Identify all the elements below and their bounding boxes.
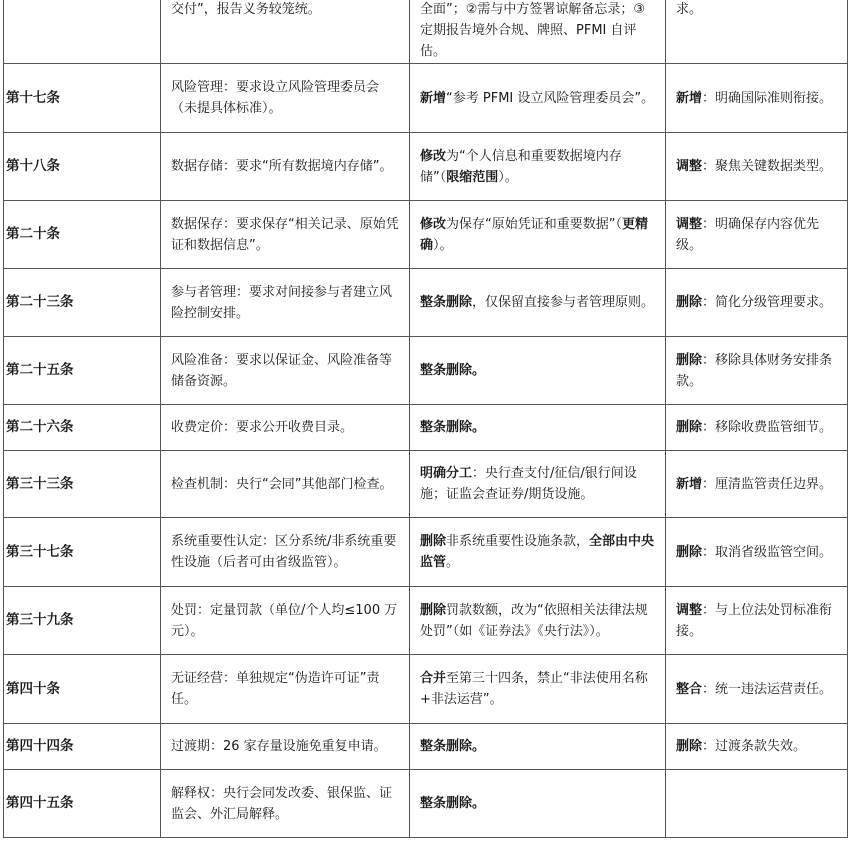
- original-provision-cell: [161, 518, 410, 587]
- article-cell: 第三十三条: [4, 451, 161, 518]
- article-cell: 第二十六条: [4, 405, 161, 451]
- table-row: [4, 201, 848, 269]
- table-row: [4, 337, 848, 405]
- table-row: [4, 451, 848, 518]
- bold-text: 整合: [676, 681, 703, 697]
- text-segment: ：过渡条款失效。: [702, 739, 807, 754]
- bold-text: 删除: [676, 544, 703, 560]
- revision-cell: [410, 451, 666, 518]
- note-cell: [666, 451, 848, 518]
- text-segment: 数据保存：要求保存“相关记录、原始凭证和数据信息”。: [171, 216, 399, 253]
- text-segment: 交付”，报告义务较笼统。: [171, 2, 321, 17]
- text-segment: 参与者管理：要求对间接参与者建立风险控制安排。: [171, 284, 393, 321]
- article-cell: [4, 0, 161, 64]
- table-row: [4, 518, 848, 587]
- table-body: [4, 0, 848, 838]
- table-row: [4, 724, 848, 770]
- article-cell: 第四十四条: [4, 724, 161, 770]
- table-row: [4, 64, 848, 133]
- bold-text: 明确分工: [420, 466, 473, 481]
- bold-text: 删除: [676, 295, 703, 310]
- revision-cell: [410, 133, 666, 201]
- text-segment: ：聚焦关键数据类型。: [702, 159, 833, 174]
- bold-text: 新增: [420, 90, 447, 106]
- bold-text: 调整: [676, 216, 703, 232]
- text-segment: 罚款数额，改为“依照相关法律法规处罚”（如《证券法》《央行法》）。: [420, 602, 648, 639]
- text-segment: 至第三十四条，禁止“非法使用名称+非法运营”。: [420, 671, 648, 707]
- article-cell: 第十八条: [4, 133, 161, 201]
- original-provision-cell: [161, 587, 410, 655]
- text-segment: ：移除具体财务安排条款。: [676, 352, 833, 389]
- revision-cell: [410, 655, 666, 724]
- article-cell: 第二十五条: [4, 337, 161, 405]
- bold-text: 整条删除。: [420, 796, 486, 811]
- original-provision-cell: [161, 0, 410, 64]
- text-segment: 为“个人信息和重要数据境内存储”（: [420, 148, 622, 185]
- article-cell: 第四十五条: [4, 770, 161, 838]
- text-segment: 处罚：定量罚款（单位/个人均≤100 万元）。: [171, 602, 398, 639]
- table-row: [4, 133, 848, 201]
- text-segment: 为保存“原始凭证和重要数据”（: [446, 216, 622, 232]
- note-cell: [666, 201, 848, 269]
- bold-text: 整条删除。: [420, 363, 486, 378]
- bold-text: 删除: [420, 602, 447, 618]
- original-provision-cell: [161, 201, 410, 269]
- text-segment: ：移除收费监管细节。: [702, 420, 833, 435]
- original-provision-cell: [161, 770, 410, 838]
- revision-cell: [410, 770, 666, 838]
- revision-cell: [410, 0, 666, 64]
- regulation-comparison-table: [3, 0, 848, 838]
- bold-text: 整条删除: [420, 295, 473, 310]
- text-segment: ）。: [433, 237, 453, 253]
- original-provision-cell: [161, 405, 410, 451]
- bold-text: 合并: [420, 671, 447, 686]
- text-segment: 过渡期：26 家存量设施免重复申请。: [171, 739, 387, 754]
- table-row: [4, 0, 848, 64]
- text-segment: ：统一违法运营责任。: [702, 681, 833, 697]
- text-segment: 无证经营：单独规定“伪造许可证”责任。: [171, 671, 380, 707]
- text-segment: 检查机制：央行“会同”其他部门检查。: [171, 476, 393, 492]
- note-cell: [666, 587, 848, 655]
- article-cell: 第二十条: [4, 201, 161, 269]
- table-row: [4, 655, 848, 724]
- note-cell: [666, 655, 848, 724]
- text-segment: 风险管理：要求设立风险管理委员会（未提具体标准）。: [171, 80, 380, 116]
- revision-cell: [410, 724, 666, 770]
- text-segment: 全面”；②需与中方签署谅解备忘录；③定期报告境外合规、牌照、PFMI 自评估。: [420, 2, 646, 59]
- original-provision-cell: [161, 655, 410, 724]
- original-provision-cell: [161, 451, 410, 518]
- revision-cell: [410, 518, 666, 587]
- note-cell: [666, 133, 848, 201]
- revision-cell: [410, 337, 666, 405]
- article-cell: 第三十九条: [4, 587, 161, 655]
- text-segment: “参考 PFMI 设立风险管理委员会”。: [446, 90, 655, 106]
- text-segment: ：明确保存内容优先级。: [676, 216, 820, 253]
- article-cell: 第十七条: [4, 64, 161, 133]
- article-cell: 第二十三条: [4, 269, 161, 337]
- article-cell: 第三十七条: [4, 518, 161, 587]
- bold-text: 修改: [420, 148, 447, 164]
- note-cell: [666, 724, 848, 770]
- text-segment: ：取消省级监管空间。: [702, 544, 833, 560]
- bold-text: 新增: [676, 476, 703, 492]
- original-provision-cell: [161, 269, 410, 337]
- note-cell: [666, 518, 848, 587]
- text-segment: ：与上位法处罚标准衔接。: [676, 602, 833, 639]
- original-provision-cell: [161, 64, 410, 133]
- original-provision-cell: [161, 724, 410, 770]
- table-row: [4, 269, 848, 337]
- bold-text: 调整: [676, 602, 703, 618]
- article-cell: 第四十条: [4, 655, 161, 724]
- note-cell: [666, 770, 848, 838]
- text-segment: ）。: [498, 169, 518, 185]
- text-segment: 系统重要性认定：区分系统/非系统重要性设施（后者可由省级监管）。: [171, 534, 397, 570]
- revision-cell: [410, 587, 666, 655]
- text-segment: 求。: [676, 2, 703, 17]
- text-segment: ，仅保留直接参与者管理原则。: [472, 295, 655, 310]
- note-cell: [666, 0, 848, 64]
- text-segment: 。: [446, 555, 460, 570]
- bold-text: 删除: [420, 534, 447, 549]
- bold-text: 全部由中央监管: [420, 534, 655, 570]
- table-row: [4, 405, 848, 451]
- note-cell: [666, 405, 848, 451]
- bold-text: 修改: [420, 216, 447, 232]
- revision-cell: [410, 201, 666, 269]
- text-segment: ：厘清监管责任边界。: [702, 476, 833, 492]
- note-cell: [666, 269, 848, 337]
- table-row: [4, 770, 848, 838]
- revision-cell: [410, 405, 666, 451]
- bold-text: 新增: [676, 90, 703, 106]
- text-segment: ：央行查支付/征信/银行间设施；证监会查证券/期货设施。: [420, 466, 637, 502]
- bold-text: 调整: [676, 159, 703, 174]
- bold-text: 更精确: [420, 216, 649, 253]
- text-segment: ：明确国际准则衔接。: [702, 90, 833, 106]
- original-provision-cell: [161, 337, 410, 405]
- bold-text: 删除: [676, 352, 703, 368]
- bold-text: 整条删除。: [420, 739, 486, 754]
- note-cell: [666, 337, 848, 405]
- bold-text: 删除: [676, 420, 703, 435]
- revision-cell: [410, 64, 666, 133]
- text-segment: 非系统重要性设施条款，: [446, 534, 590, 549]
- text-segment: 收费定价：要求公开收费目录。: [171, 420, 354, 435]
- text-segment: 风险准备：要求以保证金、风险准备等储备资源。: [171, 352, 393, 389]
- text-segment: 解释权：央行会同发改委、银保监、证监会、外汇局解释。: [171, 785, 393, 822]
- bold-text: 限缩范围: [446, 169, 499, 185]
- note-cell: [666, 64, 848, 133]
- original-provision-cell: [161, 133, 410, 201]
- text-segment: ：简化分级管理要求。: [702, 295, 833, 310]
- bold-text: 整条删除。: [420, 420, 486, 435]
- text-segment: 数据存储：要求“所有数据境内存储”。: [171, 159, 393, 174]
- revision-cell: [410, 269, 666, 337]
- table-row: [4, 587, 848, 655]
- bold-text: 删除: [676, 739, 703, 754]
